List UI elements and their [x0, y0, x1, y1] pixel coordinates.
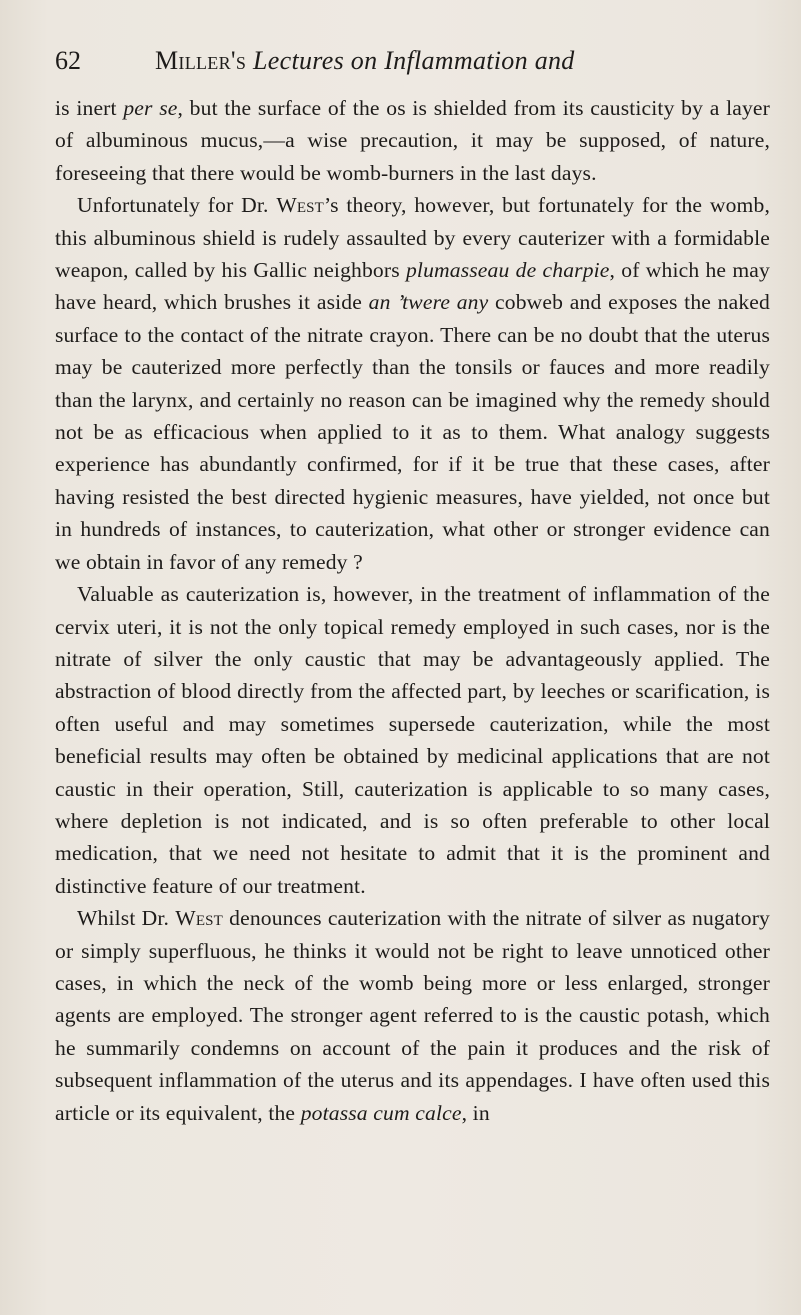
running-title-author: Miller's [155, 46, 247, 75]
text-run: , but the surface of the os is shielded from its causticity by a layer of albuminous mucus,—a wise precaution, it may be supposed, of nature, foreseeing that there would be womb-burners in the last days. [55, 96, 770, 185]
paragraph-4 [55, 902, 770, 1129]
text-run: Valuable as cauterization is, however, in the treatment of inflammation of the cervix uteri, it is not the only topical remedy employed in such cases, nor is the nitrate of silver the only caustic that may be advantageously applied. The abstraction of blood directly from the affected part, by leeches or scarification, is often useful and may sometimes supersede cauterization, while the most beneficial results may often be obtained by medicinal applications that are not caustic in their operation, Still, cauterization is applicable to so many cases, where depletion is not indicated, and is so often preferable to other local medication, that we need not hesitate to admit that it is the prominent and distinctive feature of our treatment. [55, 582, 770, 898]
paragraph-1 [55, 92, 770, 189]
text-run: is inert [55, 96, 124, 120]
text-run: cobweb and exposes the naked surface to the contact of the nitrate crayon. There can be no doubt that the uterus may be cauterized more perfectly than the tonsils or fauces and more readily than the larynx, and certainly no reason can be imagined why the remedy should not be as efficacious when applied to it as to them. What analogy suggests experience has abundantly confirmed, for if it be true that these cases, after having resisted the best directed hygienic measures, have yielded, not once but in hundreds of instances, to cauterization, what other or stronger evidence can we obtain in favor of any remedy ? [55, 290, 770, 574]
italic-run: plumasseau de charpie [405, 258, 610, 283]
page-header [55, 44, 765, 78]
running-title-rest: Lectures on Inflammation and [253, 46, 575, 75]
paragraph-2 [55, 189, 770, 578]
text-run: ’s theory, however, but fortunately for the womb, this albuminous shield is rudely assaulted by every cauterizer with a formidable weapon, called by his Gallic neighbors [55, 193, 771, 283]
small-caps-run: West [175, 906, 223, 931]
text-run: , in [461, 1100, 490, 1125]
running-title [155, 44, 575, 78]
page-number: 62 [55, 46, 81, 75]
paragraph-3 [55, 578, 770, 902]
text-run: , of which he may have heard, which brushes it aside [55, 258, 770, 315]
small-caps-run: West [276, 193, 324, 218]
text-run: denounces cauterization with the nitrate of silver as nugatory or simply superfluous, he thinks it would not be right to leave unnoticed other cases, in which the neck of the womb being more or less enlarged, stronger agents are employed. The stronger agent referred to is the caustic potash, which he summarily condemns on account of the pain it produces and the risk of subsequent inflammation of the uterus and its appendages. I have often used this article or its equivalent, the [55, 906, 770, 1125]
italic-run: per se [123, 96, 178, 120]
body-text [55, 92, 770, 1129]
italic-run: potassa cum calce [300, 1100, 462, 1125]
text-run: Unfortunately for Dr. [77, 193, 277, 218]
italic-run: an ’twere any [368, 290, 489, 315]
text-run: Whilst Dr. [77, 906, 176, 931]
